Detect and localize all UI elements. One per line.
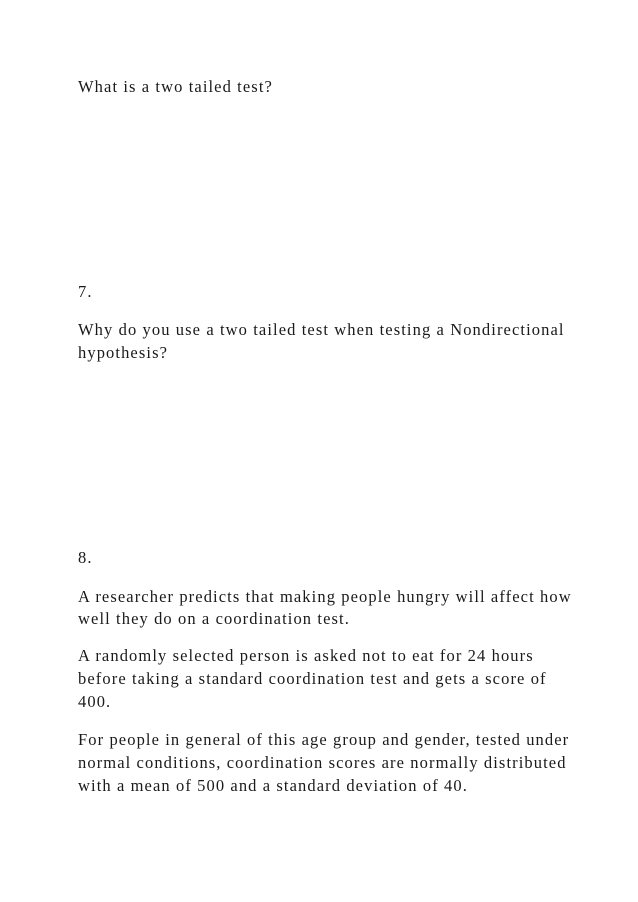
question-8-paragraph-2-line-3: 400.	[78, 692, 112, 711]
question-8-number: 8.	[78, 548, 93, 567]
question-7-text-line-2: hypothesis?	[78, 343, 169, 362]
question-7-number: 7.	[78, 282, 93, 301]
question-8-paragraph-1-line-2: well they do on a coordination test.	[78, 609, 350, 628]
question-8-paragraph-3-line-3: with a mean of 500 and a standard deviation of 40.	[78, 776, 468, 795]
question-8-paragraph-2-line-2: before taking a standard coordination test and gets a score of	[78, 669, 547, 688]
question-6-text: What is a two tailed test?	[78, 77, 273, 96]
question-8-paragraph-2-line-1: A randomly selected person is asked not to eat for 24 hours	[78, 646, 534, 665]
question-8-paragraph-3-line-2: normal conditions, coordination scores are normally distributed	[78, 753, 567, 772]
question-8-paragraph-1-line-1: A researcher predicts that making people hungry will affect how	[78, 587, 572, 606]
question-7-text-line-1: Why do you use a two tailed test when testing a Nondirectional	[78, 320, 565, 339]
question-8-paragraph-3-line-1: For people in general of this age group and gender, tested under	[78, 730, 570, 749]
